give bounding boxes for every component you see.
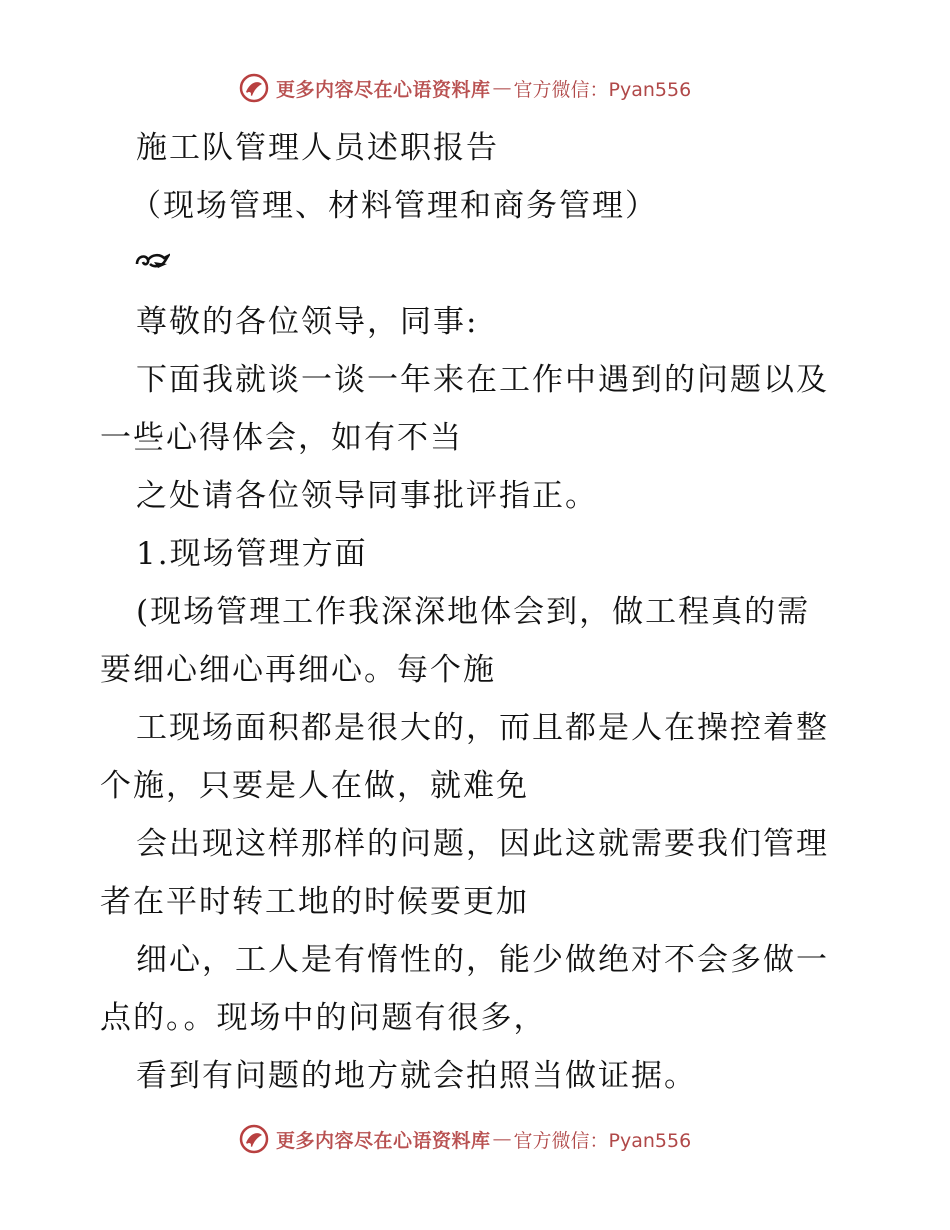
doc-line: 细心，工人是有惰性的，能少做绝对不会多做一: [136, 942, 829, 978]
watermark-text: 更多内容尽在心语资料库: [276, 1129, 491, 1152]
watermark-dash: —: [492, 77, 512, 99]
document-title: 施工队管理人员述职报告: [136, 130, 499, 166]
watermark-suffix: 官方微信：Pyan556: [513, 1129, 692, 1152]
doc-section-heading: 1.现场管理方面: [136, 536, 368, 572]
doc-line: 之处请各位领导同事批评指正。: [136, 478, 598, 514]
document-subtitle: （现场管理、材料管理和商务管理）: [130, 188, 658, 224]
pen-swirl-logo-icon: [238, 72, 270, 104]
fleuron-ornament-icon: [134, 250, 170, 274]
doc-line: 一些心得体会，如有不当: [100, 420, 463, 456]
doc-line: 尊敬的各位领导，同事:: [136, 304, 479, 340]
watermark-text: 更多内容尽在心语资料库: [276, 78, 491, 101]
doc-line: 下面我就谈一谈一年来在工作中遇到的问题以及: [136, 362, 829, 398]
ornament: [134, 250, 170, 278]
watermark-dash: —: [492, 1128, 512, 1150]
doc-line: 工现场面积都是很大的，而且都是人在操控着整: [136, 710, 829, 746]
watermark-header: [238, 72, 691, 104]
pen-swirl-logo-icon: [238, 1123, 270, 1155]
doc-line: 个施，只要是人在做，就难免: [100, 768, 529, 804]
doc-line: 要细心细心再细心。每个施: [100, 652, 496, 688]
doc-line: 者在平时转工地的时候要更加: [100, 884, 529, 920]
doc-line: 会出现这样那样的问题，因此这就需要我们管理: [136, 826, 829, 862]
doc-line: 点的。。现场中的问题有很多，: [100, 1000, 547, 1036]
watermark-suffix: 官方微信：Pyan556: [513, 78, 692, 101]
watermark-footer: [238, 1123, 691, 1155]
doc-line: 看到有问题的地方就会拍照当做证据。: [136, 1058, 697, 1094]
doc-line: (现场管理工作我深深地体会到，做工程真的需: [136, 594, 811, 630]
